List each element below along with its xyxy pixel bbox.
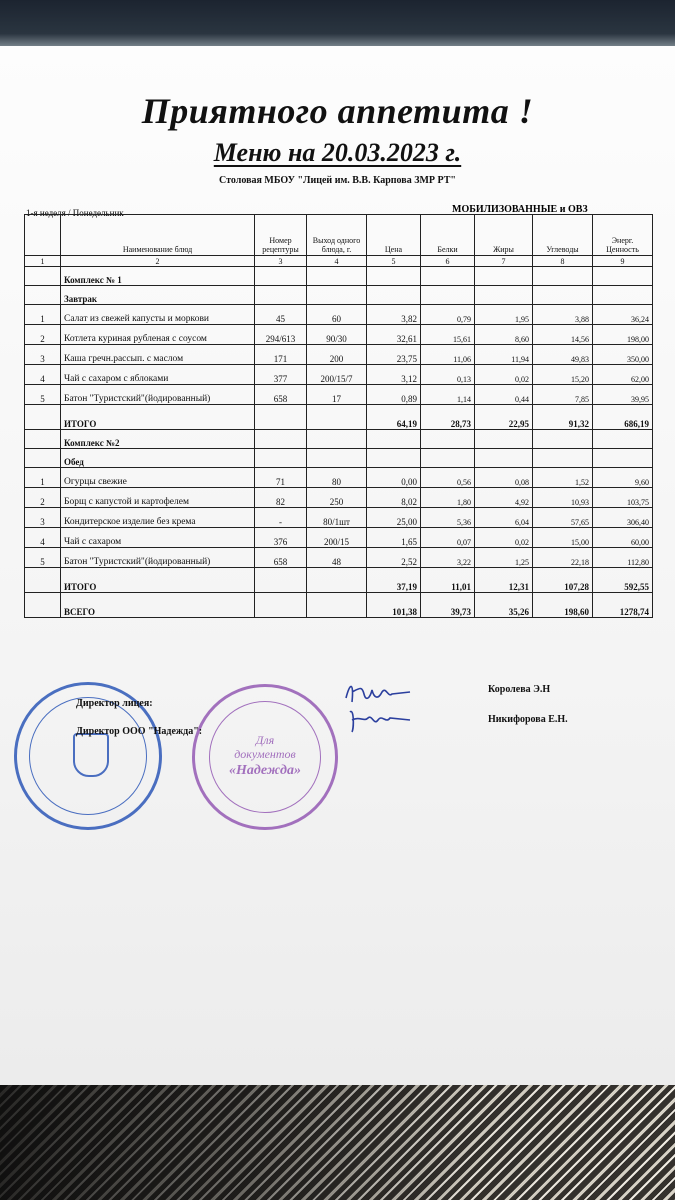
price: 25,00 bbox=[367, 508, 421, 528]
total-price: 37,19 bbox=[367, 568, 421, 593]
energy-value: 350,00 bbox=[593, 345, 653, 365]
complex1-section bbox=[25, 267, 653, 305]
company-round-stamp bbox=[192, 684, 338, 830]
signature-stroke-2 bbox=[350, 711, 410, 732]
table-row bbox=[25, 508, 653, 528]
energy-value: 60,00 bbox=[593, 528, 653, 548]
recipe-number: 82 bbox=[255, 488, 307, 508]
complex-label: Комплекс №2 bbox=[61, 430, 255, 449]
header-cell: Углеводы bbox=[533, 215, 593, 256]
protein: 0,79 bbox=[421, 305, 475, 325]
portion-yield: 60 bbox=[307, 305, 367, 325]
recipe-number: 171 bbox=[255, 345, 307, 365]
recipe-number: 377 bbox=[255, 365, 307, 385]
fat: 8,60 bbox=[475, 325, 533, 345]
price: 0,89 bbox=[367, 385, 421, 405]
carbs: 15,20 bbox=[533, 365, 593, 385]
header-row bbox=[25, 215, 653, 256]
dish-name: Батон "Туристский"(йодированный) bbox=[61, 548, 255, 568]
table-row bbox=[25, 345, 653, 365]
total-label: ИТОГО bbox=[61, 405, 255, 430]
table-row bbox=[25, 468, 653, 488]
meal-row bbox=[25, 286, 653, 305]
recipe-number: 658 bbox=[255, 548, 307, 568]
column-number: 4 bbox=[307, 256, 367, 267]
total-energy: 686,19 bbox=[593, 405, 653, 430]
total-carbs: 107,28 bbox=[533, 568, 593, 593]
energy-value: 306,40 bbox=[593, 508, 653, 528]
column-number: 5 bbox=[367, 256, 421, 267]
dish-name: Котлета куриная рубленая с соусом bbox=[61, 325, 255, 345]
carpet-shadow bbox=[0, 1085, 675, 1200]
energy-value: 36,24 bbox=[593, 305, 653, 325]
fat: 0,08 bbox=[475, 468, 533, 488]
protein: 0,13 bbox=[421, 365, 475, 385]
portion-yield: 250 bbox=[307, 488, 367, 508]
column-number: 7 bbox=[475, 256, 533, 267]
row-number: 4 bbox=[25, 365, 61, 385]
row-number: 4 bbox=[25, 528, 61, 548]
supplier-director-name: Никифорова Е.Н. bbox=[488, 714, 568, 725]
dish-name: Чай с сахаром bbox=[61, 528, 255, 548]
portion-yield: 80 bbox=[307, 468, 367, 488]
row-number: 5 bbox=[25, 548, 61, 568]
protein: 1,80 bbox=[421, 488, 475, 508]
row-number: 5 bbox=[25, 385, 61, 405]
row-number: 2 bbox=[25, 325, 61, 345]
grand-total-energy: 1278,74 bbox=[593, 593, 653, 618]
price: 32,61 bbox=[367, 325, 421, 345]
carbs: 15,00 bbox=[533, 528, 593, 548]
complex2-rows bbox=[25, 468, 653, 568]
complex2-total bbox=[25, 568, 653, 618]
dish-name: Кондитерское изделие без крема bbox=[61, 508, 255, 528]
meal-label: Обед bbox=[61, 449, 255, 468]
complex1-rows bbox=[25, 305, 653, 405]
category-label: МОБИЛИЗОВАННЫЕ и ОВЗ bbox=[452, 204, 588, 215]
column-number: 2 bbox=[61, 256, 255, 267]
section-row bbox=[25, 430, 653, 449]
energy-value: 103,75 bbox=[593, 488, 653, 508]
table-row bbox=[25, 385, 653, 405]
row-number: 3 bbox=[25, 345, 61, 365]
total-row bbox=[25, 405, 653, 430]
price: 3,12 bbox=[367, 365, 421, 385]
carbs: 1,52 bbox=[533, 468, 593, 488]
dish-name: Каша гречн.рассып. с маслом bbox=[61, 345, 255, 365]
energy-value: 9,60 bbox=[593, 468, 653, 488]
total-protein: 28,73 bbox=[421, 405, 475, 430]
price: 23,75 bbox=[367, 345, 421, 365]
menu-table bbox=[24, 214, 653, 618]
protein: 0,07 bbox=[421, 528, 475, 548]
dish-name: Батон "Туристский"(йодированный) bbox=[61, 385, 255, 405]
fat: 0,44 bbox=[475, 385, 533, 405]
protein: 1,14 bbox=[421, 385, 475, 405]
portion-yield: 17 bbox=[307, 385, 367, 405]
header-cell: Белки bbox=[421, 215, 475, 256]
background-top-strip bbox=[0, 0, 675, 48]
director-name: Королева Э.Н bbox=[488, 684, 551, 695]
page-title: Приятного аппетита ! bbox=[141, 91, 534, 131]
portion-yield: 200/15 bbox=[307, 528, 367, 548]
section-row bbox=[25, 267, 653, 286]
fat: 4,92 bbox=[475, 488, 533, 508]
header-cell bbox=[25, 215, 61, 256]
coat-of-arms-icon bbox=[73, 733, 109, 777]
column-number: 6 bbox=[421, 256, 475, 267]
protein: 15,61 bbox=[421, 325, 475, 345]
meal-row bbox=[25, 449, 653, 468]
column-number: 1 bbox=[25, 256, 61, 267]
table-row bbox=[25, 305, 653, 325]
menu-date-heading: Меню на 20.03.2023 г. bbox=[213, 138, 462, 167]
meal-label: Завтрак bbox=[61, 286, 255, 305]
column-number-row bbox=[25, 256, 653, 267]
column-number: 8 bbox=[533, 256, 593, 267]
total-fat: 12,31 bbox=[475, 568, 533, 593]
carbs: 49,83 bbox=[533, 345, 593, 365]
table-row bbox=[25, 488, 653, 508]
row-number: 2 bbox=[25, 488, 61, 508]
stamp-text-line2: документов bbox=[234, 747, 296, 761]
carbs: 57,65 bbox=[533, 508, 593, 528]
carbs: 7,85 bbox=[533, 385, 593, 405]
portion-yield: 200/15/7 bbox=[307, 365, 367, 385]
complex1-total bbox=[25, 405, 653, 468]
grand-total-price: 101,38 bbox=[367, 593, 421, 618]
recipe-number: - bbox=[255, 508, 307, 528]
column-number: 3 bbox=[255, 256, 307, 267]
grand-total-fat: 35,26 bbox=[475, 593, 533, 618]
portion-yield: 48 bbox=[307, 548, 367, 568]
header-cell: Наименование блюд bbox=[61, 215, 255, 256]
header-cell: Энерг. Ценность bbox=[593, 215, 653, 256]
grand-total-protein: 39,73 bbox=[421, 593, 475, 618]
total-protein: 11,01 bbox=[421, 568, 475, 593]
header-cell: Выход одного блюда, г. bbox=[307, 215, 367, 256]
grand-total-row bbox=[25, 593, 653, 618]
stamp-text-line1: Для bbox=[255, 733, 275, 747]
total-row bbox=[25, 568, 653, 593]
dish-name: Борщ с капустой и картофелем bbox=[61, 488, 255, 508]
header-cell: Номер рецептуры bbox=[255, 215, 307, 256]
energy-value: 62,00 bbox=[593, 365, 653, 385]
price: 3,82 bbox=[367, 305, 421, 325]
carbs: 3,88 bbox=[533, 305, 593, 325]
protein: 5,36 bbox=[421, 508, 475, 528]
total-energy: 592,55 bbox=[593, 568, 653, 593]
total-fat: 22,95 bbox=[475, 405, 533, 430]
price: 8,02 bbox=[367, 488, 421, 508]
total-carbs: 91,32 bbox=[533, 405, 593, 430]
portion-yield: 200 bbox=[307, 345, 367, 365]
fat: 1,25 bbox=[475, 548, 533, 568]
grand-total-carbs: 198,60 bbox=[533, 593, 593, 618]
column-number: 9 bbox=[593, 256, 653, 267]
price: 1,65 bbox=[367, 528, 421, 548]
complex-label: Комплекс № 1 bbox=[61, 267, 255, 286]
fat: 0,02 bbox=[475, 528, 533, 548]
fat: 1,95 bbox=[475, 305, 533, 325]
fat: 11,94 bbox=[475, 345, 533, 365]
recipe-number: 71 bbox=[255, 468, 307, 488]
recipe-number: 376 bbox=[255, 528, 307, 548]
protein: 3,22 bbox=[421, 548, 475, 568]
dish-name: Чай с сахаром с яблоками bbox=[61, 365, 255, 385]
week-day-label: 1-я неделя / Понедельник bbox=[26, 208, 124, 218]
carbs: 22,18 bbox=[533, 548, 593, 568]
dish-name: Салат из свежей капусты и моркови bbox=[61, 305, 255, 325]
total-price: 64,19 bbox=[367, 405, 421, 430]
table-row bbox=[25, 528, 653, 548]
price: 2,52 bbox=[367, 548, 421, 568]
energy-value: 198,00 bbox=[593, 325, 653, 345]
fat: 6,04 bbox=[475, 508, 533, 528]
signature-stroke-1 bbox=[346, 686, 410, 702]
row-number: 1 bbox=[25, 468, 61, 488]
price: 0,00 bbox=[367, 468, 421, 488]
table-row bbox=[25, 365, 653, 385]
grand-total-label: ВСЕГО bbox=[61, 593, 255, 618]
row-number: 3 bbox=[25, 508, 61, 528]
energy-value: 39,95 bbox=[593, 385, 653, 405]
carbs: 14,56 bbox=[533, 325, 593, 345]
fat: 0,02 bbox=[475, 365, 533, 385]
handwritten-signatures bbox=[340, 678, 430, 738]
supplier-director-label: Директор ООО "Надежда": bbox=[76, 726, 203, 737]
carbs: 10,93 bbox=[533, 488, 593, 508]
portion-yield: 80/1шт bbox=[307, 508, 367, 528]
table-row bbox=[25, 325, 653, 345]
recipe-number: 294/613 bbox=[255, 325, 307, 345]
portion-yield: 90/30 bbox=[307, 325, 367, 345]
protein: 11,06 bbox=[421, 345, 475, 365]
recipe-number: 45 bbox=[255, 305, 307, 325]
header-cell: Жиры bbox=[475, 215, 533, 256]
stamp-text-line3: «Надежда» bbox=[229, 763, 301, 778]
header-cell: Цена bbox=[367, 215, 421, 256]
row-number: 1 bbox=[25, 305, 61, 325]
dish-name: Огурцы свежие bbox=[61, 468, 255, 488]
table-row bbox=[25, 548, 653, 568]
director-label: Директор лицея: bbox=[76, 698, 153, 709]
total-label: ИТОГО bbox=[61, 568, 255, 593]
recipe-number: 658 bbox=[255, 385, 307, 405]
energy-value: 112,80 bbox=[593, 548, 653, 568]
school-name: Столовая МБОУ "Лицей им. В.В. Карпова ЗМР РТ" bbox=[219, 175, 456, 186]
protein: 0,56 bbox=[421, 468, 475, 488]
